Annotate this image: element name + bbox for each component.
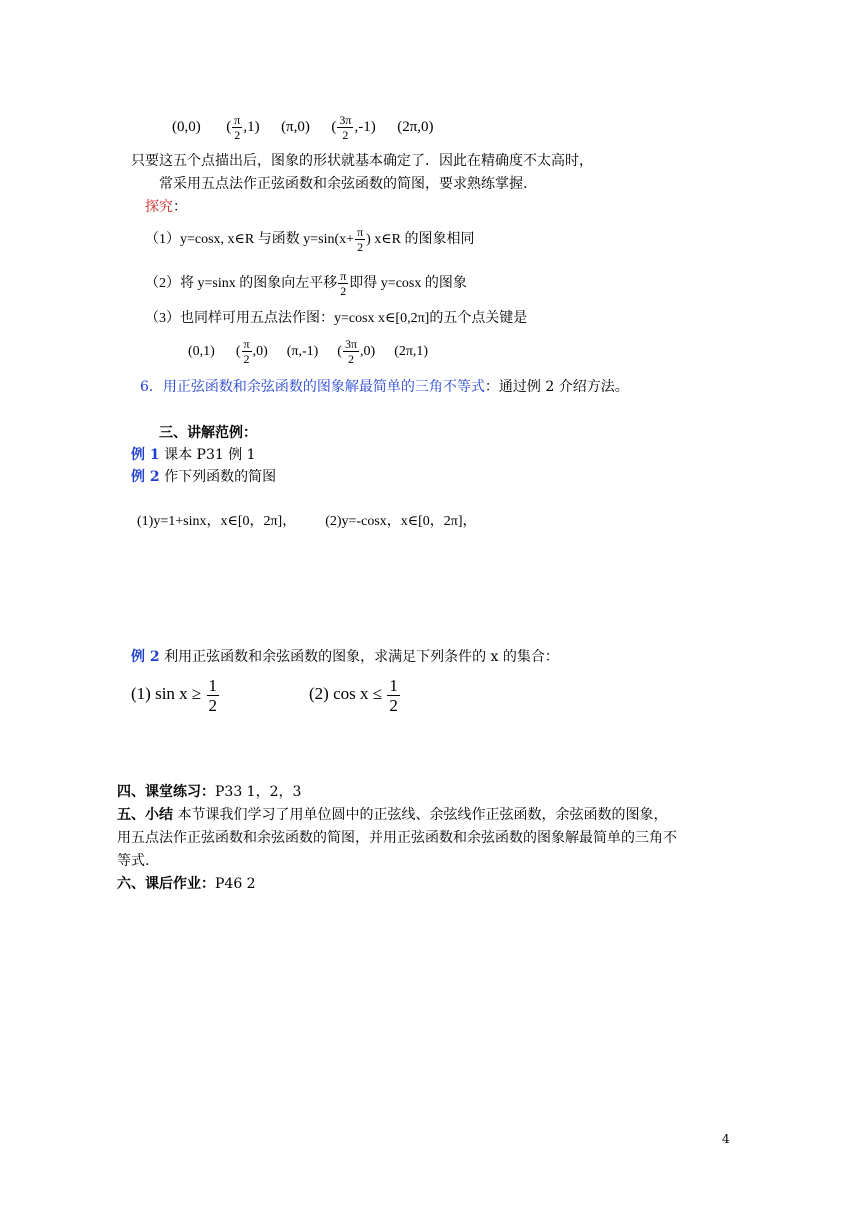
section-5-line: 用五点法作正弦函数和余弦函数的简图，并用正弦函数和余弦函数的图象解最简单的三角不 [117,830,677,846]
sin-point-1: (0,0) [172,119,201,135]
section-6-homework: 六、课后作业：P46 2 [117,876,256,892]
cos-point-2: ( $\frac{\pi}{2}$ ,0) [235,337,268,367]
section-5: 五、小结 本节课我们学习了用单位圆中的正弦线、余弦线作正弦函数，余弦函数的图象， [117,807,668,823]
cos-point-4: ( $\frac{3\pi}{2}$ ,0) [337,337,376,367]
function-2: (2)y=-cosx，x∈[0，2π]， [325,514,477,529]
inequality-1: (1) sin x ≥ $\frac{1}{2}$ [131,675,217,715]
explore-label: 探究 [145,199,173,215]
function-1: (1)y=1+sinx，x∈[0，2π]， [137,514,297,529]
section-3-heading: 三、讲解范例： [159,425,257,441]
sin-point-4: ( $\frac{3\pi}{2}$ ,-1) [331,113,376,143]
cos-point-5: (2π,1) [394,344,429,359]
example-3: 例 2 利用正弦函数和余弦函数的图象，求满足下列条件的 x 的集合： [131,649,559,665]
example-1: 例 1 课本 P31 例 1 [131,447,256,463]
paragraph-line: 常采用五点法作正弦函数和余弦函数的简图，要求熟练掌握. [159,176,528,192]
example-1-label: 例 1 [131,447,160,463]
cos-key-points-row [188,334,428,370]
sin-point-5: (2π,0) [397,119,434,135]
sin-point-3: (π,0) [281,119,310,135]
section-6-heading: 6．用正弦函数和余弦函数的图象解最简单的三角不等式：通过例 2 介绍方法。 [140,379,629,395]
sin-point-2: ( $\frac{\pi}{2}$ ,1) [226,113,260,143]
page-number: 4 [722,1132,730,1146]
section-4: 四、课堂练习：P33 1，2，3 [117,784,302,800]
explore-heading: 探究： [145,199,187,215]
section-5-line: 等式. [117,853,150,869]
inequality-2: (2) cos x ≤ $\frac{1}{2}$ [309,675,398,715]
cos-point-3: (π,-1) [286,344,319,359]
sin-key-points-row [172,110,434,144]
explore-item-3: （3）也同样可用五点法作图：y=cosx x∈[0,2π]的五个点关键是 [145,311,528,326]
example-2-label: 例 2 [131,469,160,485]
explore-item-1: （1）y=cosx, x∈R 与函数 y=sin(x+ $\frac{\pi}{2}$ ) x∈R 的图象相同 [145,225,475,255]
example-2: 例 2 作下列函数的简图 [131,469,277,485]
cos-point-1: (0,1) [188,344,215,359]
example-2-functions [137,513,477,531]
paragraph-line: 只要这五个点描出后，图象的形状就基本确定了．因此在精确度不太高时， [131,153,593,169]
example-3-label: 例 2 [131,649,160,665]
explore-item-2: （2）将 y=sinx 的图象向左平移 $\frac{\pi}{2}$ 即得 y=cosx 的图象 [145,269,467,299]
